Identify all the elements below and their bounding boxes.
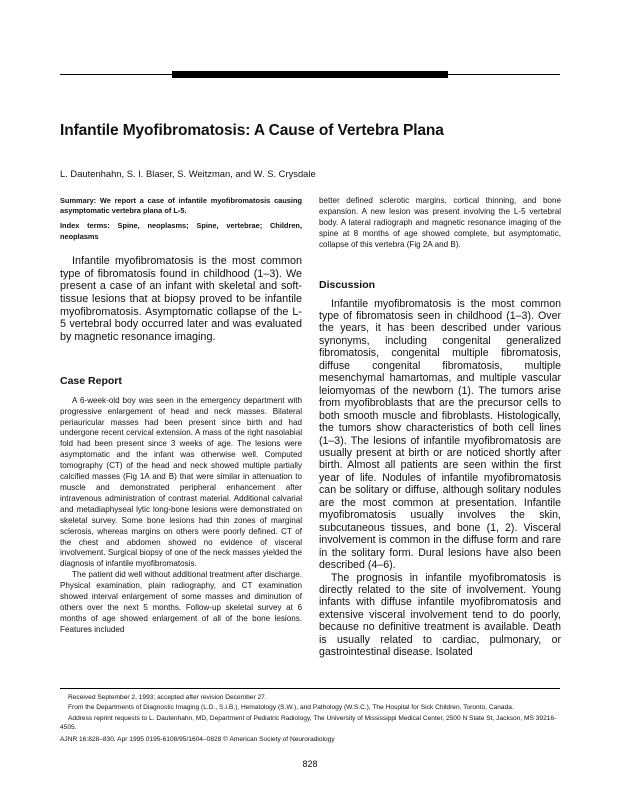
discussion-paragraph: Infantile myofibromatosis is the most common type of fibromatosis seen in childhood (1–3). Over the years, it has been described under various synonyms, including congenital generalized fibromatosis, congenital multiple fibromatosis, diffuse congenital fibromatosis, multiple mesenchymal hamartomas, and multiple vascular leiomyomas of the newborn (1). The tumors arise from myofibroblasts that are the precursor cells to both smooth muscle and fibroblasts. Histologically, the tumors show characteristics of both cell lines (1–3). The lesions of infantile myofibromatosis are usually present at birth or are noticed shortly after birth. Almost all patients are seen within the first year of life. Nodules of infantile myofibromatosis can be solitary or diffuse, although solitary nodules are the most common at presentation. Infantile myofibromatosis usually involves the skin, subcutaneous tissues, and bone (1, 2). Visceral involvement is common in the diffuse form and rare in the solitary form. Dural lesions have also been described (4–6). xyxy=(319,297,561,572)
header-bar xyxy=(172,71,448,78)
case-report-continuation: better defined sclerotic margins, cortical thinning, and bone expansion. A new lesion was present involving the L-5 vertebral body. A lateral radiograph and magnetic resonance imaging of the spine at 8 months of age showed complete, but asymptomatic, collapse of this vertebra (Fig 2A and B). xyxy=(319,196,561,249)
right-column xyxy=(319,196,561,659)
summary: Summary: We report a case of infantile myofibromatosis causing asymptomatic vertebra plana of L-5. xyxy=(60,196,302,216)
footnote-rule xyxy=(60,688,560,689)
discussion-paragraph: The prognosis in infantile myofibromatosis is directly related to the site of involvement. Young infants with diffuse infantile myofibromatosis and extensive visceral involvement tend to do poorly, because no definitive treatment is available. Death is usually related to cardiac, pulmonary, or gastrointestinal disease. Isolated xyxy=(319,571,561,659)
case-report-paragraph: A 6-week-old boy was seen in the emergency department with progressive enlargement of head and neck masses. Bilateral periauricular masses had been present since birth and had undergone recent cervical extension. A mass of the right nasolabial fold had been present since 3 weeks of age. The lesions were asymptomatic and the infant was otherwise well. Computed tomography (CT) of the head and neck showed multiple partially calcified masses (Fig 1A and B) that were similar in attenuation to muscle and demonstrated peripheral enhancement after intravenous administration of contrast material. Additional calvarial and metadiaphyseal lytic long-bone lesions were demonstrated on skeletal survey. Some bone lesions had thin zones of marginal sclerosis, whereas margins on others were poorly defined. CT of the chest and abdomen showed no evidence of visceral involvement. Surgical biopsy of one of the neck masses yielded the diagnosis of infantile myofibromatosis. xyxy=(60,395,302,569)
author-list: L. Dautenhahn, S. I. Blaser, S. Weitzman, and W. S. Crysdale xyxy=(60,168,316,179)
affiliation-note: From the Departments of Diagnostic Imaging (L.D., S.I.B.), Hematology (S.W.), and Pathology (W.S.C.), The Hospital for Sick Children, Toronto, Canada. xyxy=(68,704,514,712)
intro-paragraph: Infantile myofibromatosis is the most common type of fibromatosis found in childhood (1–3). We present a case of an infant with skeletal and soft-tissue lesions that at biopsy proved to be infantile myofibromatosis. Asymptomatic collapse of the L-5 vertebral body occurred later and was evaluated by magnetic resonance imaging. xyxy=(60,254,302,344)
index-terms: Index terms: Spine, neoplasms; Spine, vertebrae; Children, neoplasms xyxy=(60,221,302,241)
journal-citation: AJNR 16:828–830, Apr 1995 0195-6108/95/1604–0828 © American Society of Neuroradiology xyxy=(60,736,335,744)
left-column xyxy=(60,196,302,636)
reprint-note: Address reprint requests to L. Dautenhahn, MD, Department of Pediatric Radiology, The University of Mississippi Medical Center, 2500 N State St, Jackson, MS 39216-4505. xyxy=(60,714,557,731)
received-note: Received September 2, 1993; accepted after revision December 27. xyxy=(68,694,267,701)
discussion-heading: Discussion xyxy=(319,278,376,291)
case-report-heading: Case Report xyxy=(60,374,122,387)
article-title: Infantile Myofibromatosis: A Cause of Vertebra Plana xyxy=(60,122,444,139)
case-report-paragraph: The patient did well without additional treatment after discharge. Physical examination, plain radiography, and CT examination showed interval enlargement of some masses and diminution of others over the next 5 months. Follow-up skeletal survey at 6 months of age showed enlargement of all of the bone lesions. Features included xyxy=(60,570,302,634)
page-number: 828 xyxy=(302,759,318,769)
footnotes xyxy=(60,688,560,744)
